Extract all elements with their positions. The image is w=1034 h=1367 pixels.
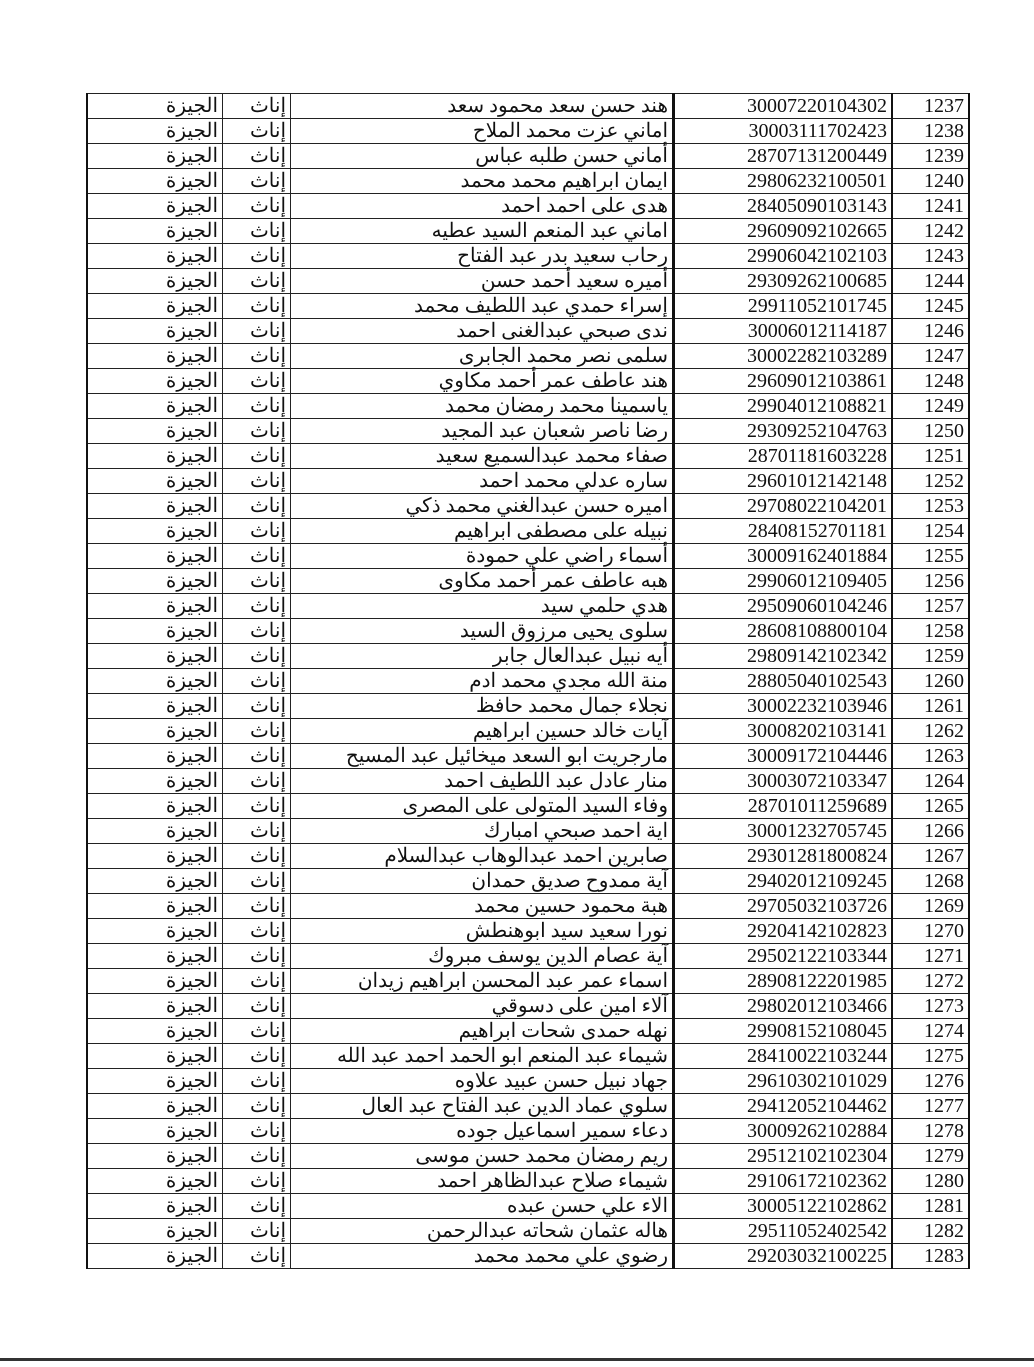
national-id-cell: 29511052402542 [674,1219,893,1244]
name-cell: نبيله على مصطفى ابراهيم [291,519,674,544]
name-cell: صابرين احمد عبدالوهاب عبدالسلام [291,844,674,869]
national-id-cell: 30003072103347 [674,769,893,794]
national-id-cell: 29502122103344 [674,944,893,969]
governorate-cell: الجيزة [87,519,223,544]
name-cell: نجلاء جمال محمد حافظ [291,694,674,719]
serial-number-cell: 1246 [892,319,969,344]
serial-number-cell: 1276 [892,1069,969,1094]
serial-number-cell: 1255 [892,544,969,569]
name-cell: وفاء السيد المتولى على المصرى [291,794,674,819]
governorate-cell: الجيزة [87,569,223,594]
page-bottom-divider [0,1358,1034,1361]
national-id-cell: 29203032100225 [674,1244,893,1269]
national-id-cell: 28701181603228 [674,444,893,469]
gender-cell: إناث [223,1044,291,1069]
table-row [87,269,969,294]
national-id-cell: 29908152108045 [674,1019,893,1044]
serial-number-cell: 1239 [892,144,969,169]
national-id-cell: 30002282103289 [674,344,893,369]
name-cell: هدى على احمد احمد [291,194,674,219]
governorate-cell: الجيزة [87,194,223,219]
national-id-cell: 30007220104302 [674,94,893,119]
gender-cell: إناث [223,694,291,719]
serial-number-cell: 1245 [892,294,969,319]
gender-cell: إناث [223,269,291,294]
governorate-cell: الجيزة [87,894,223,919]
gender-cell: إناث [223,919,291,944]
serial-number-cell: 1273 [892,994,969,1019]
name-cell: اماني عبد المنعم السيد عطيه [291,219,674,244]
governorate-cell: الجيزة [87,1119,223,1144]
table-row [87,194,969,219]
serial-number-cell: 1267 [892,844,969,869]
serial-number-cell: 1260 [892,669,969,694]
governorate-cell: الجيزة [87,744,223,769]
gender-cell: إناث [223,569,291,594]
national-id-cell: 29512102102304 [674,1144,893,1169]
national-id-cell: 29609012103861 [674,369,893,394]
gender-cell: إناث [223,444,291,469]
national-id-cell: 28608108800104 [674,619,893,644]
national-id-cell: 29106172102362 [674,1169,893,1194]
gender-cell: إناث [223,669,291,694]
name-cell: رضوي علي محمد محمد [291,1244,674,1269]
records-table [86,93,970,1269]
serial-number-cell: 1277 [892,1094,969,1119]
governorate-cell: الجيزة [87,144,223,169]
governorate-cell: الجيزة [87,444,223,469]
table-row [87,594,969,619]
gender-cell: إناث [223,244,291,269]
governorate-cell: الجيزة [87,494,223,519]
table-row [87,1194,969,1219]
governorate-cell: الجيزة [87,544,223,569]
national-id-cell: 29609092102665 [674,219,893,244]
national-id-cell: 29802012103466 [674,994,893,1019]
gender-cell: إناث [223,1069,291,1094]
name-cell: اية احمد صبحي امبارك [291,819,674,844]
table-row [87,969,969,994]
name-cell: ندى صبحي عبدالغنى احمد [291,319,674,344]
national-id-cell: 28410022103244 [674,1044,893,1069]
national-id-cell: 28405090103143 [674,194,893,219]
gender-cell: إناث [223,844,291,869]
governorate-cell: الجيزة [87,94,223,119]
national-id-cell: 29309252104763 [674,419,893,444]
name-cell: أيه نبيل عبدالعال جابر [291,644,674,669]
serial-number-cell: 1264 [892,769,969,794]
governorate-cell: الجيزة [87,594,223,619]
governorate-cell: الجيزة [87,819,223,844]
serial-number-cell: 1241 [892,194,969,219]
gender-cell: إناث [223,169,291,194]
name-cell: هند عاطف عمر أحمد مكاوي [291,369,674,394]
serial-number-cell: 1251 [892,444,969,469]
table-row [87,1094,969,1119]
name-cell: سلمى نصر محمد الجابرى [291,344,674,369]
national-id-cell: 29705032103726 [674,894,893,919]
national-id-cell: 29610302101029 [674,1069,893,1094]
governorate-cell: الجيزة [87,994,223,1019]
governorate-cell: الجيزة [87,869,223,894]
table-row [87,819,969,844]
serial-number-cell: 1262 [892,719,969,744]
name-cell: اماني عزت محمد الملاح [291,119,674,144]
table-row [87,744,969,769]
serial-number-cell: 1256 [892,569,969,594]
name-cell: آية ممدوح صديق حمدان [291,869,674,894]
gender-cell: إناث [223,544,291,569]
name-cell: أميره سعيد أحمد حسن [291,269,674,294]
serial-number-cell: 1258 [892,619,969,644]
name-cell: أسماء راضي علي حمودة [291,544,674,569]
national-id-cell: 29904012108821 [674,394,893,419]
table-row [87,869,969,894]
table-row [87,544,969,569]
national-id-cell: 28707131200449 [674,144,893,169]
name-cell: نورا سعيد سيد ابوهنطش [291,919,674,944]
table-row [87,519,969,544]
national-id-cell: 30009172104446 [674,744,893,769]
gender-cell: إناث [223,494,291,519]
gender-cell: إناث [223,119,291,144]
gender-cell: إناث [223,1169,291,1194]
gender-cell: إناث [223,644,291,669]
gender-cell: إناث [223,1119,291,1144]
serial-number-cell: 1249 [892,394,969,419]
name-cell: اسماء عمر عبد المحسن ابراهيم زيدان [291,969,674,994]
serial-number-cell: 1263 [892,744,969,769]
serial-number-cell: 1281 [892,1194,969,1219]
table-row [87,894,969,919]
name-cell: هاله عثمان شحاته عبدالرحمن [291,1219,674,1244]
national-id-cell: 29309262100685 [674,269,893,294]
governorate-cell: الجيزة [87,419,223,444]
serial-number-cell: 1257 [892,594,969,619]
name-cell: اميره حسن عبدالغني محمد ذكي [291,494,674,519]
national-id-cell: 30003111702423 [674,119,893,144]
serial-number-cell: 1244 [892,269,969,294]
gender-cell: إناث [223,894,291,919]
national-id-cell: 29412052104462 [674,1094,893,1119]
serial-number-cell: 1274 [892,1019,969,1044]
governorate-cell: الجيزة [87,694,223,719]
gender-cell: إناث [223,1244,291,1269]
governorate-cell: الجيزة [87,844,223,869]
gender-cell: إناث [223,1094,291,1119]
table-row [87,1069,969,1094]
governorate-cell: الجيزة [87,1069,223,1094]
name-cell: ياسمينا محمد رمضان محمد [291,394,674,419]
governorate-cell: الجيزة [87,1169,223,1194]
governorate-cell: الجيزة [87,944,223,969]
name-cell: صفاء محمد عبدالسميع سعيد [291,444,674,469]
gender-cell: إناث [223,194,291,219]
table-row [87,1144,969,1169]
governorate-cell: الجيزة [87,244,223,269]
name-cell: آيات خالد حسين ابراهيم [291,719,674,744]
national-id-cell: 29509060104246 [674,594,893,619]
national-id-cell: 29809142102342 [674,644,893,669]
governorate-cell: الجيزة [87,769,223,794]
name-cell: جهاد نبيل حسن عبيد علاوه [291,1069,674,1094]
gender-cell: إناث [223,519,291,544]
table-row [87,919,969,944]
name-cell: ساره عدلي محمد احمد [291,469,674,494]
table-row [87,144,969,169]
table-row [87,1019,969,1044]
table-row [87,1244,969,1269]
national-id-cell: 28701011259689 [674,794,893,819]
table-row [87,469,969,494]
name-cell: هبة محمود حسين محمد [291,894,674,919]
serial-number-cell: 1261 [892,694,969,719]
serial-number-cell: 1248 [892,369,969,394]
serial-number-cell: 1254 [892,519,969,544]
name-cell: رضا ناصر شعبان عبد المجيد [291,419,674,444]
serial-number-cell: 1240 [892,169,969,194]
governorate-cell: الجيزة [87,1144,223,1169]
serial-number-cell: 1266 [892,819,969,844]
table-row [87,1119,969,1144]
governorate-cell: الجيزة [87,294,223,319]
name-cell: دعاء سمير اسماعيل جوده [291,1119,674,1144]
gender-cell: إناث [223,1194,291,1219]
table-row [87,569,969,594]
name-cell: هبه عاطف عمر أحمد مكاوى [291,569,674,594]
gender-cell: إناث [223,619,291,644]
national-id-cell: 28408152701181 [674,519,893,544]
table-row [87,1044,969,1069]
serial-number-cell: 1275 [892,1044,969,1069]
gender-cell: إناث [223,1144,291,1169]
table-row [87,294,969,319]
gender-cell: إناث [223,344,291,369]
table-row [87,719,969,744]
gender-cell: إناث [223,294,291,319]
table-row [87,119,969,144]
table-row [87,169,969,194]
national-id-cell: 29911052101745 [674,294,893,319]
governorate-cell: الجيزة [87,1019,223,1044]
governorate-cell: الجيزة [87,1044,223,1069]
governorate-cell: الجيزة [87,269,223,294]
serial-number-cell: 1280 [892,1169,969,1194]
governorate-cell: الجيزة [87,669,223,694]
gender-cell: إناث [223,744,291,769]
serial-number-cell: 1278 [892,1119,969,1144]
serial-number-cell: 1242 [892,219,969,244]
national-id-cell: 29906012109405 [674,569,893,594]
gender-cell: إناث [223,369,291,394]
governorate-cell: الجيزة [87,1244,223,1269]
table-row [87,994,969,1019]
name-cell: أماني حسن طلبه عباس [291,144,674,169]
national-id-cell: 29601012142148 [674,469,893,494]
governorate-cell: الجيزة [87,1194,223,1219]
national-id-cell: 30008202103141 [674,719,893,744]
gender-cell: إناث [223,419,291,444]
name-cell: منة الله مجدي محمد ادم [291,669,674,694]
governorate-cell: الجيزة [87,1094,223,1119]
governorate-cell: الجيزة [87,969,223,994]
national-id-cell: 28908122201985 [674,969,893,994]
serial-number-cell: 1265 [892,794,969,819]
governorate-cell: الجيزة [87,1219,223,1244]
gender-cell: إناث [223,594,291,619]
name-cell: ريم رمضان محمد حسن موسى [291,1144,674,1169]
name-cell: نهله حمدى شحات ابراهيم [291,1019,674,1044]
governorate-cell: الجيزة [87,619,223,644]
governorate-cell: الجيزة [87,719,223,744]
national-id-cell: 29301281800824 [674,844,893,869]
national-id-cell: 29204142102823 [674,919,893,944]
gender-cell: إناث [223,794,291,819]
governorate-cell: الجيزة [87,644,223,669]
name-cell: منار عادل عبد اللطيف احمد [291,769,674,794]
gender-cell: إناث [223,469,291,494]
table-row [87,1169,969,1194]
governorate-cell: الجيزة [87,319,223,344]
serial-number-cell: 1253 [892,494,969,519]
table-row [87,944,969,969]
table-row [87,394,969,419]
serial-number-cell: 1238 [892,119,969,144]
gender-cell: إناث [223,869,291,894]
serial-number-cell: 1270 [892,919,969,944]
national-id-cell: 28805040102543 [674,669,893,694]
table-row [87,369,969,394]
table-row [87,844,969,869]
governorate-cell: الجيزة [87,169,223,194]
serial-number-cell: 1282 [892,1219,969,1244]
governorate-cell: الجيزة [87,369,223,394]
governorate-cell: الجيزة [87,219,223,244]
gender-cell: إناث [223,1219,291,1244]
name-cell: آية عصام الدين يوسف مبروك [291,944,674,969]
table-row [87,319,969,344]
name-cell: إسراء حمدي عبد اللطيف محمد [291,294,674,319]
serial-number-cell: 1269 [892,894,969,919]
national-id-cell: 30009162401884 [674,544,893,569]
name-cell: مارجريت ابو السعد ميخائيل عبد المسيح [291,744,674,769]
table-row [87,419,969,444]
serial-number-cell: 1237 [892,94,969,119]
serial-number-cell: 1283 [892,1244,969,1269]
table-row [87,669,969,694]
name-cell: رحاب سعيد بدر عبد الفتاح [291,244,674,269]
governorate-cell: الجيزة [87,469,223,494]
serial-number-cell: 1247 [892,344,969,369]
national-id-cell: 30001232705745 [674,819,893,844]
national-id-cell: 30005122102862 [674,1194,893,1219]
gender-cell: إناث [223,219,291,244]
serial-number-cell: 1252 [892,469,969,494]
gender-cell: إناث [223,144,291,169]
table-row [87,1219,969,1244]
serial-number-cell: 1272 [892,969,969,994]
name-cell: آلاء امين على دسوقي [291,994,674,1019]
table-row [87,694,969,719]
governorate-cell: الجيزة [87,794,223,819]
name-cell: ايمان ابراهيم محمد محمد [291,169,674,194]
records-table-body [87,94,969,1269]
governorate-cell: الجيزة [87,394,223,419]
governorate-cell: الجيزة [87,919,223,944]
table-row [87,94,969,119]
gender-cell: إناث [223,394,291,419]
serial-number-cell: 1271 [892,944,969,969]
table-row [87,644,969,669]
national-id-cell: 30006012114187 [674,319,893,344]
national-id-cell: 29402012109245 [674,869,893,894]
gender-cell: إناث [223,1019,291,1044]
name-cell: شيماء صلاح عبدالظاهر احمد [291,1169,674,1194]
gender-cell: إناث [223,719,291,744]
gender-cell: إناث [223,819,291,844]
national-id-cell: 29806232100501 [674,169,893,194]
table-row [87,244,969,269]
table-row [87,619,969,644]
serial-number-cell: 1279 [892,1144,969,1169]
table-row [87,444,969,469]
serial-number-cell: 1250 [892,419,969,444]
name-cell: هدي حلمي سيد [291,594,674,619]
national-id-cell: 29708022104201 [674,494,893,519]
table-row [87,769,969,794]
name-cell: سلوى يحيى مرزوق السيد [291,619,674,644]
name-cell: سلوي عماد الدين عبد الفتاح عبد العال [291,1094,674,1119]
governorate-cell: الجيزة [87,344,223,369]
table-row [87,344,969,369]
national-id-cell: 30009262102884 [674,1119,893,1144]
table-row [87,494,969,519]
national-id-cell: 29906042102103 [674,244,893,269]
serial-number-cell: 1243 [892,244,969,269]
serial-number-cell: 1259 [892,644,969,669]
name-cell: شيماء عبد المنعم ابو الحمد احمد عبد الله [291,1044,674,1069]
name-cell: الاء علي حسن عبده [291,1194,674,1219]
gender-cell: إناث [223,969,291,994]
gender-cell: إناث [223,319,291,344]
gender-cell: إناث [223,994,291,1019]
serial-number-cell: 1268 [892,869,969,894]
name-cell: هند حسن سعد محمود سعد [291,94,674,119]
national-id-cell: 30002232103946 [674,694,893,719]
gender-cell: إناث [223,944,291,969]
gender-cell: إناث [223,94,291,119]
gender-cell: إناث [223,769,291,794]
table-row [87,794,969,819]
table-row [87,219,969,244]
governorate-cell: الجيزة [87,119,223,144]
